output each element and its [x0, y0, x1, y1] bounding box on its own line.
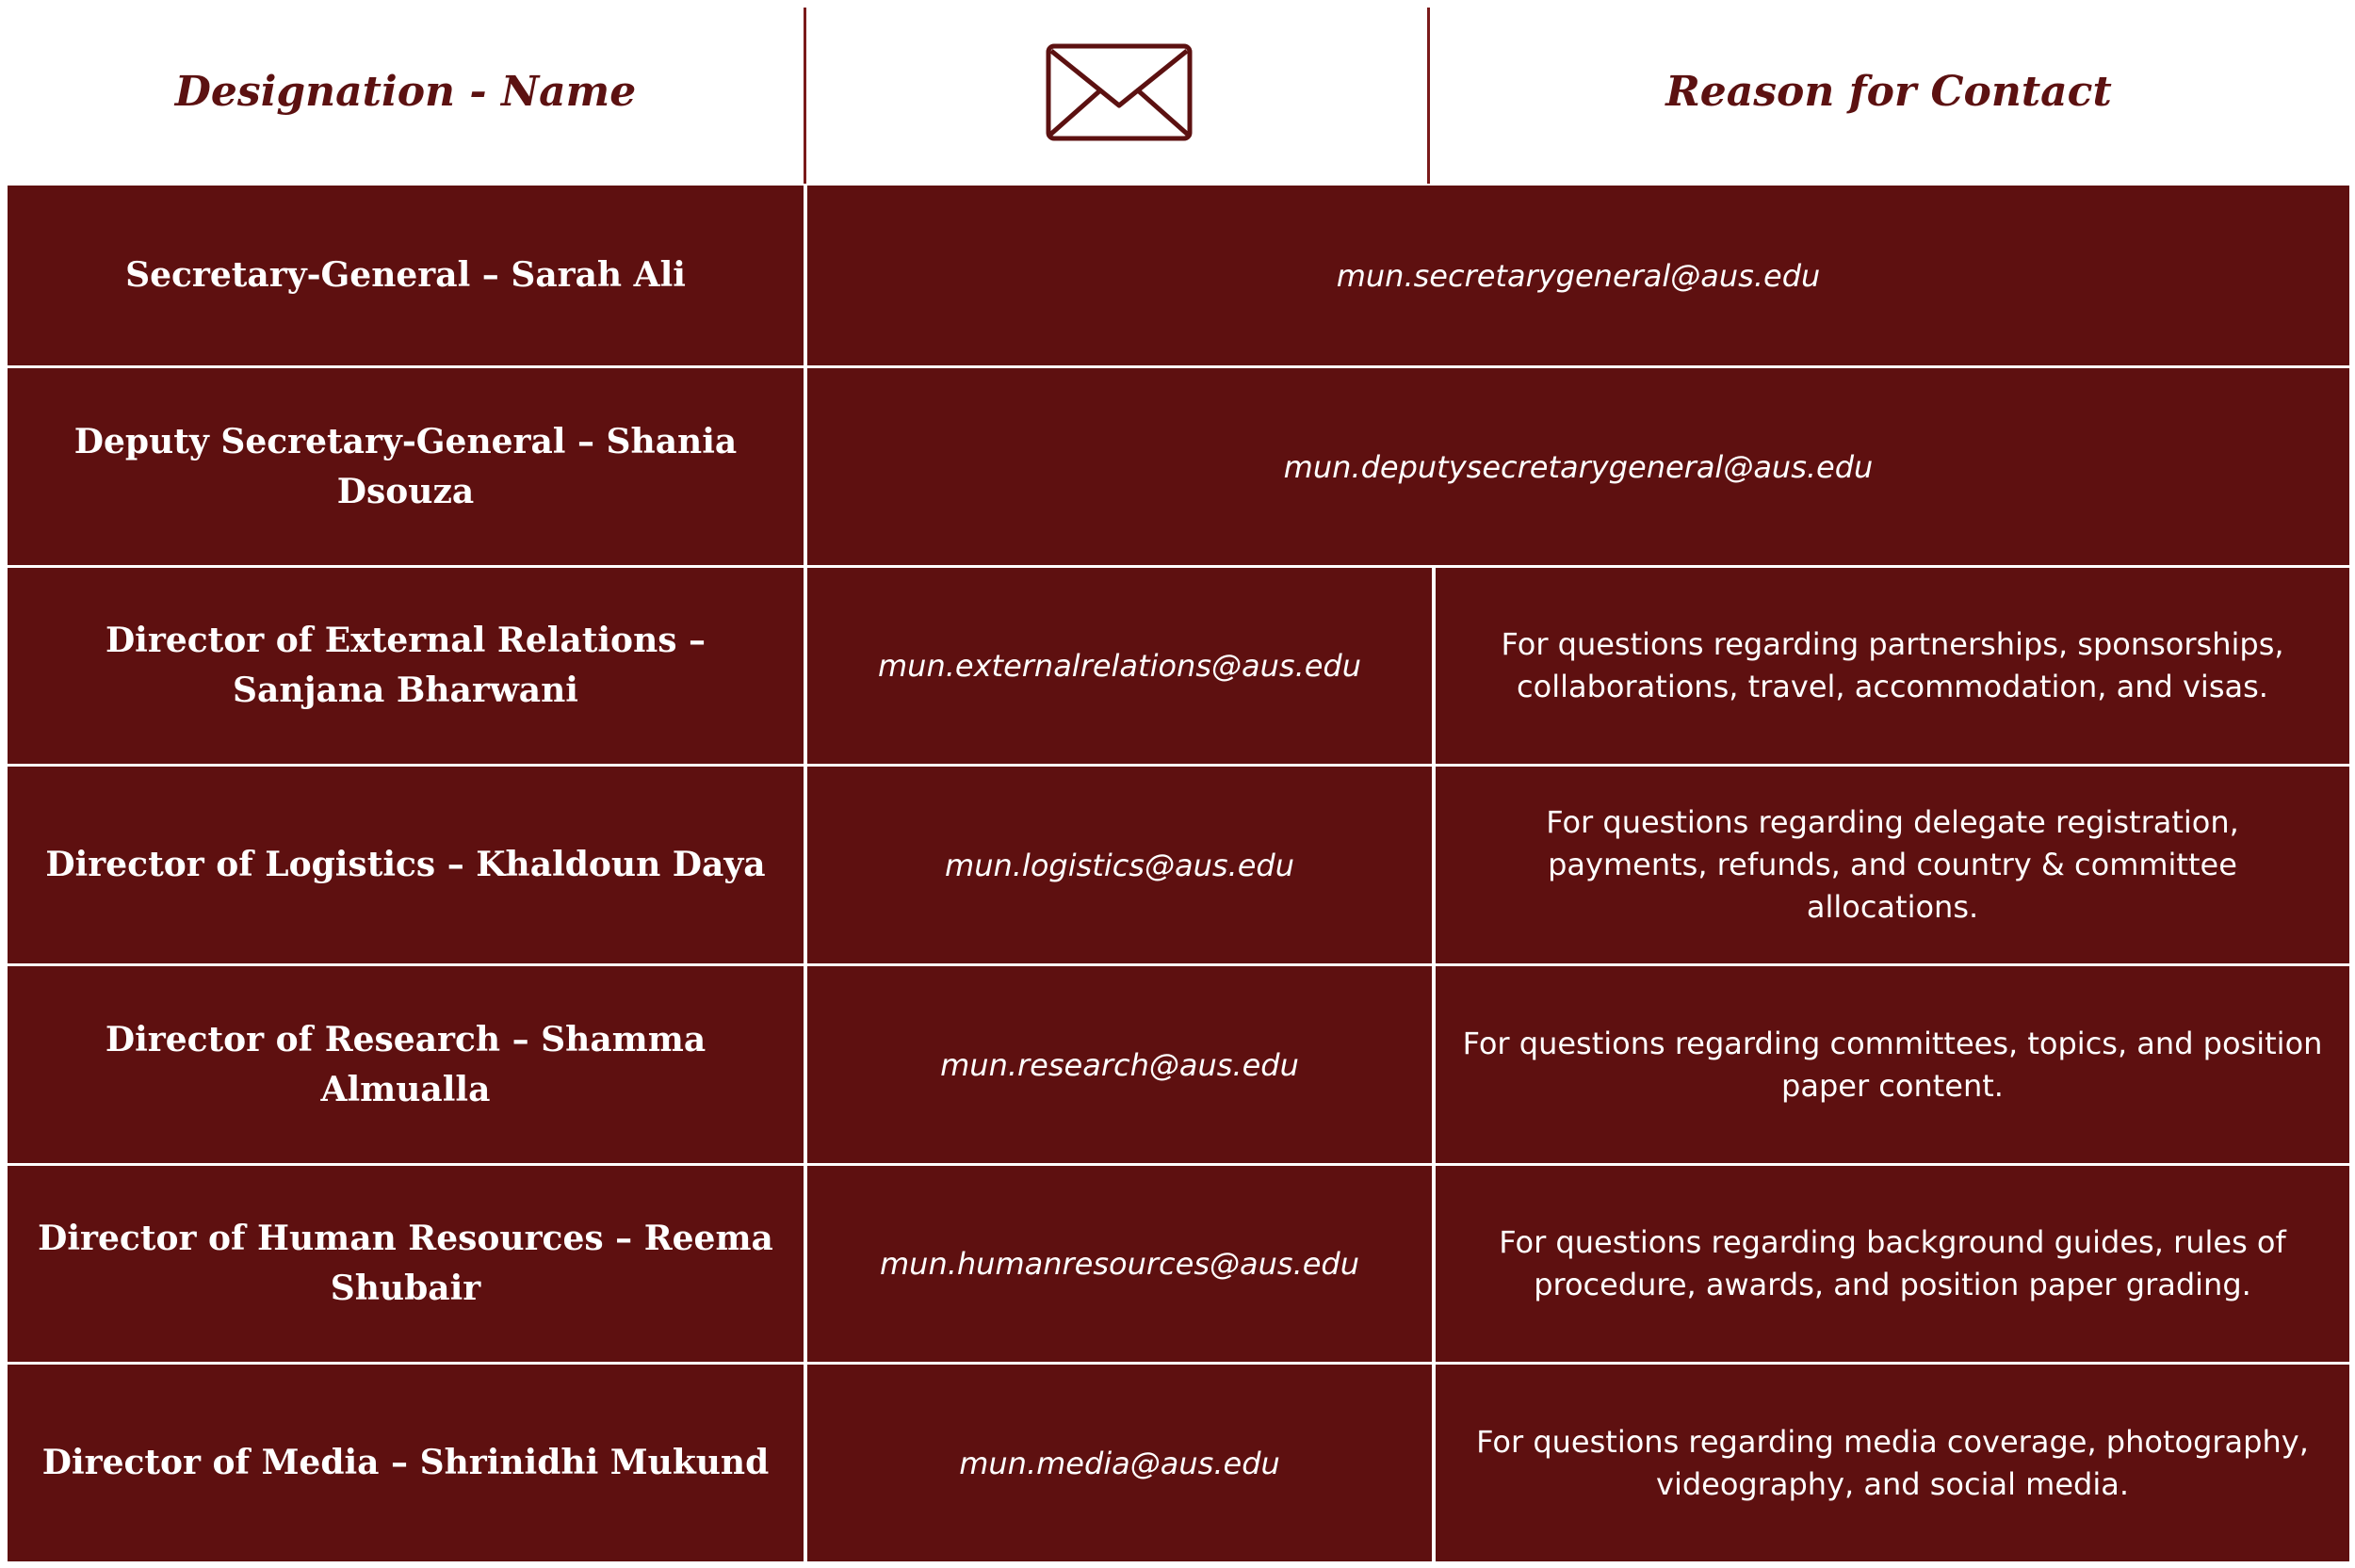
table-row [8, 1365, 2349, 1561]
designation-name: Secretary-General – Sarah Ali [125, 255, 686, 295]
designation-cell [8, 568, 804, 764]
table-row [8, 1166, 2349, 1362]
table-row [8, 966, 2349, 1163]
email-address[interactable]: mun.media@aus.edu [959, 1445, 1280, 1481]
table-row [8, 767, 2349, 963]
designation-name: Director of External Relations – Sanjana Bharwani [105, 621, 706, 710]
designation-cell [8, 966, 804, 1163]
email-address[interactable]: mun.externalrelations@aus.edu [877, 648, 1362, 684]
designation-cell [8, 368, 804, 565]
table-row [8, 568, 2349, 764]
reason-text: For questions regarding delegate registration, payments, refunds, and country & committee allocations. [1546, 804, 2239, 925]
designation-name: Director of Human Resources – Reema Shubair [38, 1219, 773, 1308]
reason-cell [1436, 966, 2349, 1163]
designation-name: Director of Media – Shrinidhi Mukund [41, 1443, 770, 1482]
designation-cell [8, 1365, 804, 1561]
email-cell [807, 966, 1432, 1163]
email-address[interactable]: mun.research@aus.edu [940, 1046, 1299, 1083]
email-cell [807, 568, 1432, 764]
reason-cell [1436, 767, 2349, 963]
email-cell [807, 767, 1432, 963]
email-heading [806, 0, 1432, 184]
reason-text: For questions regarding media coverage, photography, videography, and social media. [1476, 1423, 2309, 1502]
reason-text: For questions regarding committees, topics, and position paper content. [1462, 1025, 2323, 1104]
reason-cell [1436, 1365, 2349, 1561]
designation-cell [8, 1166, 804, 1362]
designation-name: Director of Research – Shamma Almualla [105, 1019, 706, 1109]
reason-for-contact-heading: Reason for Contact [1665, 68, 2112, 116]
email-address[interactable]: mun.humanresources@aus.edu [879, 1246, 1360, 1282]
reason-cell [1436, 1166, 2349, 1362]
designation-cell [8, 767, 804, 963]
reason-cell [1436, 568, 2349, 764]
designation-name: Deputy Secretary-General – Shania Dsouza [73, 421, 738, 511]
designation-cell [8, 186, 804, 365]
email-cell [807, 186, 2349, 365]
email-address[interactable]: mun.deputysecretarygeneral@aus.edu [1283, 448, 1874, 485]
email-cell [807, 1166, 1432, 1362]
email-address[interactable]: mun.logistics@aus.edu [945, 847, 1294, 883]
email-cell [807, 1365, 1432, 1561]
reason-text: For questions regarding background guides, rules of procedure, awards, and position paper grading. [1499, 1224, 2286, 1302]
email-address[interactable]: mun.secretarygeneral@aus.edu [1336, 257, 1821, 294]
table-header [8, 0, 2347, 184]
envelope-icon [1046, 43, 1193, 141]
table-row [8, 186, 2349, 365]
reason-text: For questions regarding partnerships, sponsorships, collaborations, travel, accommodation, and visas. [1501, 626, 2284, 704]
designation-name: Director of Logistics – Khaldoun Daya [45, 845, 766, 884]
designation-name-heading: Designation - Name [174, 68, 637, 116]
table-row [8, 368, 2349, 565]
email-cell [807, 368, 2349, 565]
